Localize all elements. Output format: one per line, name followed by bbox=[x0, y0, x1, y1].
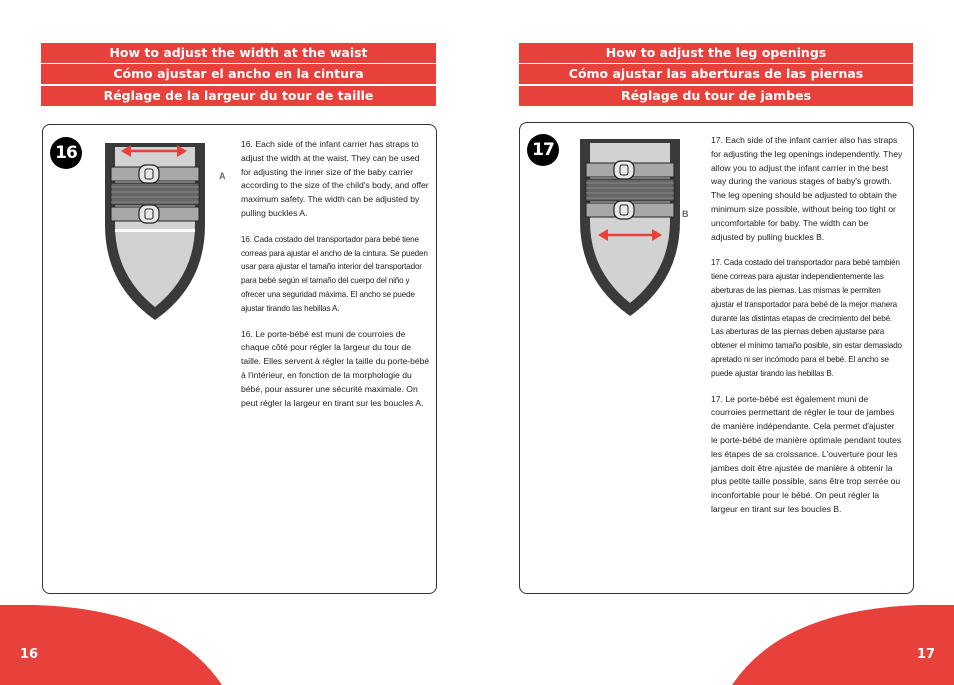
buckle-a-upper bbox=[139, 165, 159, 183]
callout-b: B bbox=[682, 209, 689, 219]
step-badge: 16 bbox=[50, 137, 82, 169]
right-text-es: 17. Cada costado del transportador para bebé también tiene correas para ajustar independientemente las aberturas de las piernas. Las mismas le permiten ajustar el transportador para bebé de la mejor manera durante las distintas etapas de crecimiento del bebé. Las aberturas de las piernas deben ajustarse para obtener el mínimo tamaño posible, sin estar demasiado apretado ni ser incómodo para el bebé. El ancho se puede ajustar tirando las hebillas B. bbox=[711, 258, 902, 378]
carrier-waist-illustration bbox=[93, 135, 223, 335]
right-footer-shape bbox=[724, 605, 954, 685]
right-heading-fr: Réglage du tour de jambes bbox=[519, 86, 913, 106]
right-instruction-panel bbox=[519, 122, 914, 594]
right-text-en: 17. Each side of the infant carrier also has straps for adjusting the leg openings independently. They allow you to adjust the infant carrier in the best way during the various stages of baby's growth. The leg opening should be adjusted to obtain the minimum size possible, without being too tight or uncomfortable for baby. The width can be adjusted by pulling buckles B. bbox=[711, 135, 903, 242]
carrier-leg-illustration bbox=[568, 131, 698, 331]
right-heading-es: Cómo ajustar las aberturas de las piernas bbox=[519, 64, 913, 84]
callout-a: A bbox=[219, 171, 226, 181]
left-heading-es: Cómo ajustar el ancho en la cintura bbox=[41, 64, 436, 84]
left-footer-shape bbox=[0, 605, 230, 685]
right-page-number: 17 bbox=[917, 647, 936, 662]
buckle-b-upper bbox=[614, 161, 634, 179]
left-heading-en: How to adjust the width at the waist bbox=[41, 43, 436, 63]
buckle-b-lower bbox=[614, 201, 634, 219]
left-text-fr: 16. Le porte-bébé est muni de courroies de chaque côté pour régler la largeur du tour de taille. Elles servent à régler la taille du porte-bébé à l'intérieur, en fonction de la morphologie du bébé, pour assurer une sécurité maximale. On peut régler la largeur en tirant sur les boucles A. bbox=[241, 328, 430, 408]
buckle-a-lower bbox=[139, 205, 159, 223]
left-instruction-panel bbox=[42, 124, 437, 594]
left-page-number: 16 bbox=[20, 647, 39, 662]
left-heading-fr: Réglage de la largeur du tour de taille bbox=[41, 86, 436, 106]
left-text-en: 16. Each side of the infant carrier has straps to adjust the width at the waist. They can be used for adjusting the inner size of the baby carrier according to the size of the child's body, and offer maximum safety. The width can be adjusted by pulling buckles A. bbox=[241, 139, 429, 218]
left-text-es: 16. Cada costado del transportador para bebé tiene correas para ajustar el ancho de la cintura. Se pueden usar para ajustar el tamaño interior del transportador para bebé según el tamaño del cuerpo del niño y ofrecer una seguridad máxima. El ancho se puede ajustar tirando las hebillas A. bbox=[241, 234, 428, 313]
right-text-column bbox=[711, 134, 903, 529]
right-text-fr: 17. Le porte-bébé est également muni de courroies permettant de régler le tour de jambes de manière indépendante. Cela permet d'ajuster le porte-bébé de manière optimale pendant toutes les étapes de sa croissance. L'ouverture pour les jambes doit être ajustée de manière à obtenir la plus petite taille possible, sans être trop serrée ou inconfortable pour le bébé. On peut régler la largeur en tirant sur les boucles B. bbox=[711, 393, 902, 514]
right-heading-en: How to adjust the leg openings bbox=[519, 43, 913, 63]
step-badge: 17 bbox=[527, 134, 559, 166]
left-text-column bbox=[241, 138, 431, 422]
